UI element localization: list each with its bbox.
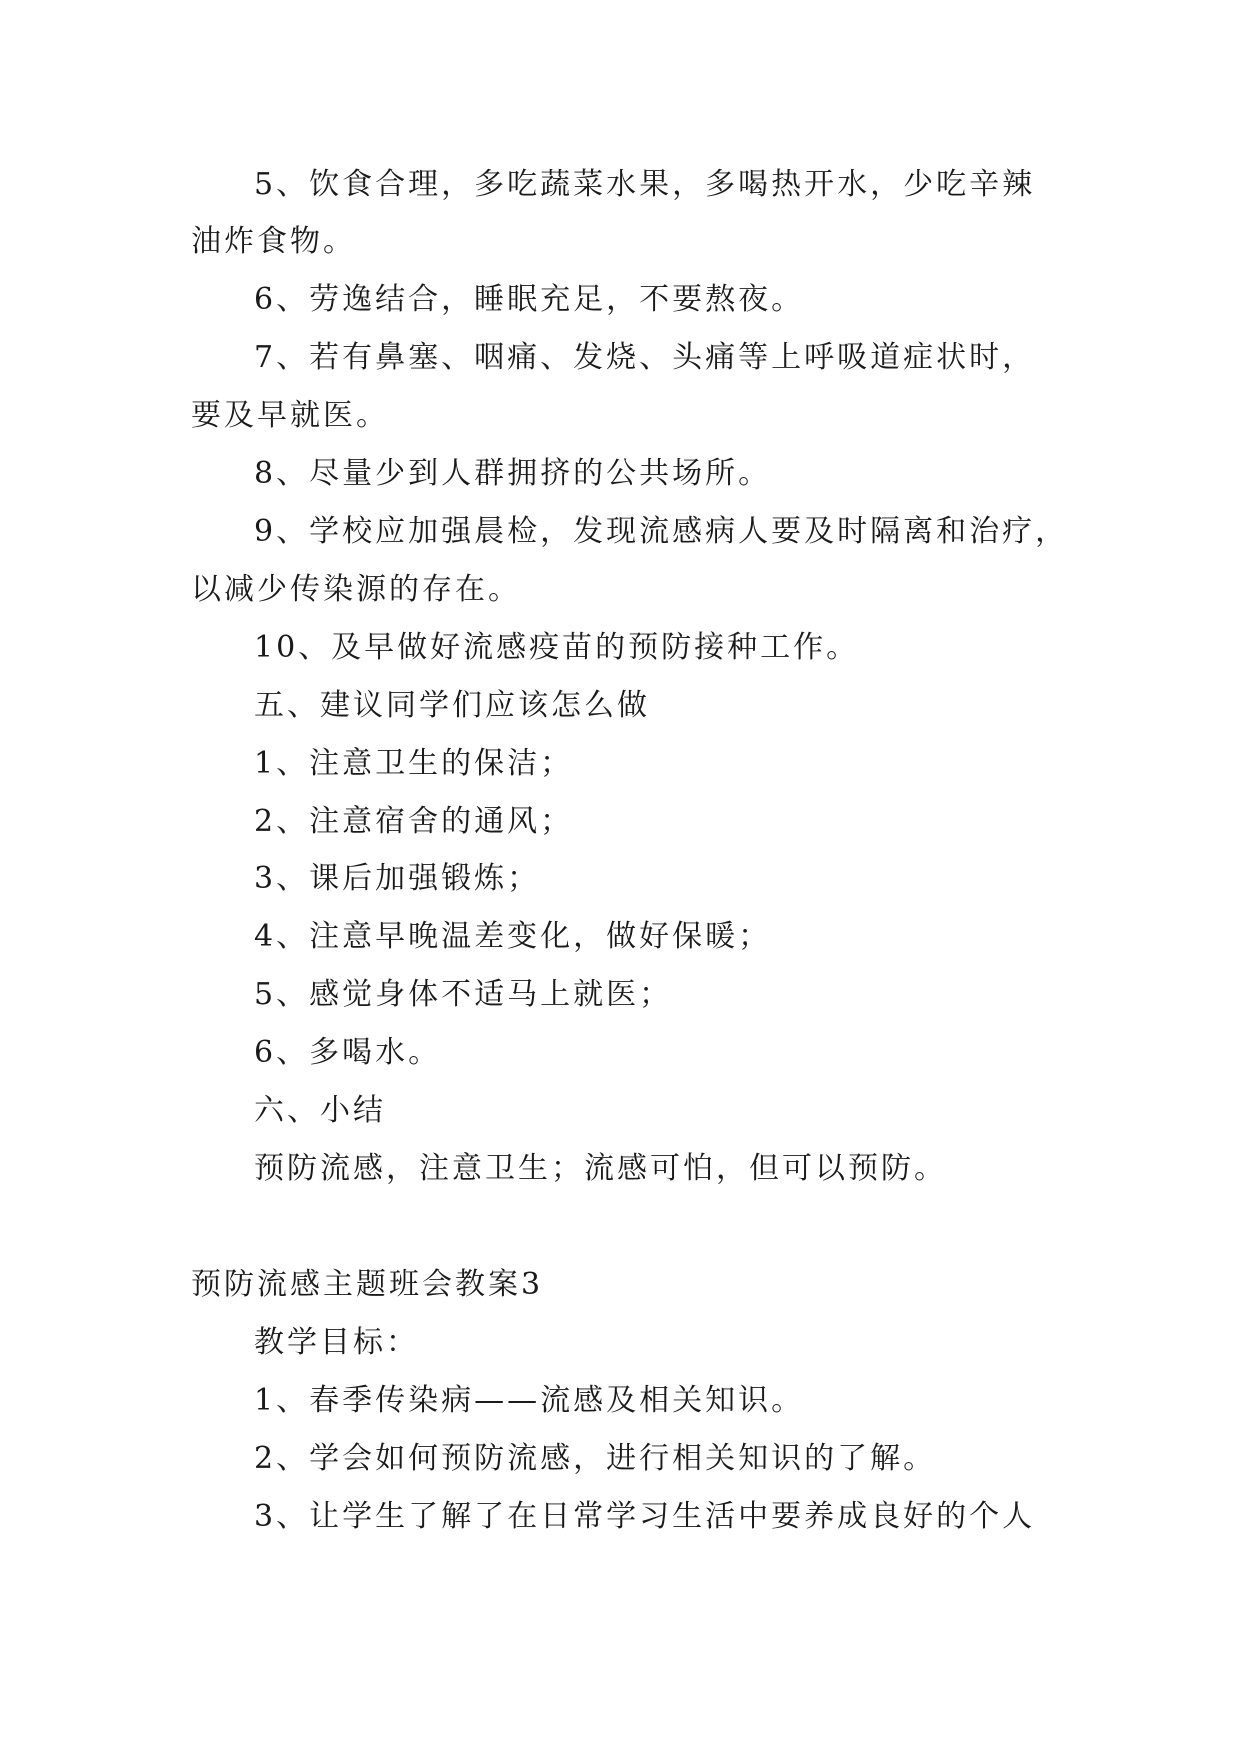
paragraph-line: 10、及早做好流感疫苗的预防接种工作。 (254, 630, 860, 665)
list-item: 2、注意宿舍的通风； (254, 804, 574, 839)
paragraph-line: 9、学校应加强晨检，发现流感病人要及时隔离和治疗， (254, 514, 1069, 549)
list-item: 3、让学生了解了在日常学习生活中要养成良好的个人 (254, 1499, 1036, 1534)
section-heading: 教学目标： (254, 1325, 419, 1360)
list-item: 2、学会如何预防流感，进行相关知识的了解。 (254, 1441, 937, 1476)
section-heading: 五、建议同学们应该怎么做 (254, 688, 650, 723)
paragraph-line: 油炸食物。 (191, 224, 356, 259)
paragraph-line: 8、尽量少到人群拥挤的公共场所。 (254, 456, 772, 491)
section-heading: 六、小结 (254, 1093, 386, 1128)
list-item: 3、课后加强锻炼； (254, 861, 541, 896)
list-item: 6、多喝水。 (254, 1035, 442, 1070)
paragraph-line: 7、若有鼻塞、咽痛、发烧、头痛等上呼吸道症状时， (254, 340, 1036, 375)
paragraph-line: 要及早就医。 (191, 398, 389, 433)
paragraph-line: 预防流感，注意卫生；流感可怕，但可以预防。 (254, 1151, 947, 1186)
list-item: 1、注意卫生的保洁； (254, 746, 574, 781)
paragraph-line: 以减少传染源的存在。 (191, 572, 521, 607)
document-title: 预防流感主题班会教案3 (191, 1267, 544, 1302)
paragraph-line: 6、劳逸结合，睡眠充足，不要熬夜。 (254, 282, 805, 317)
paragraph-line: 5、饮食合理，多吃蔬菜水果，多喝热开水，少吃辛辣 (254, 167, 1036, 202)
list-item: 5、感觉身体不适马上就医； (254, 977, 673, 1012)
list-item: 4、注意早晚温差变化，做好保暖； (254, 919, 772, 954)
list-item: 1、春季传染病——流感及相关知识。 (254, 1383, 805, 1418)
